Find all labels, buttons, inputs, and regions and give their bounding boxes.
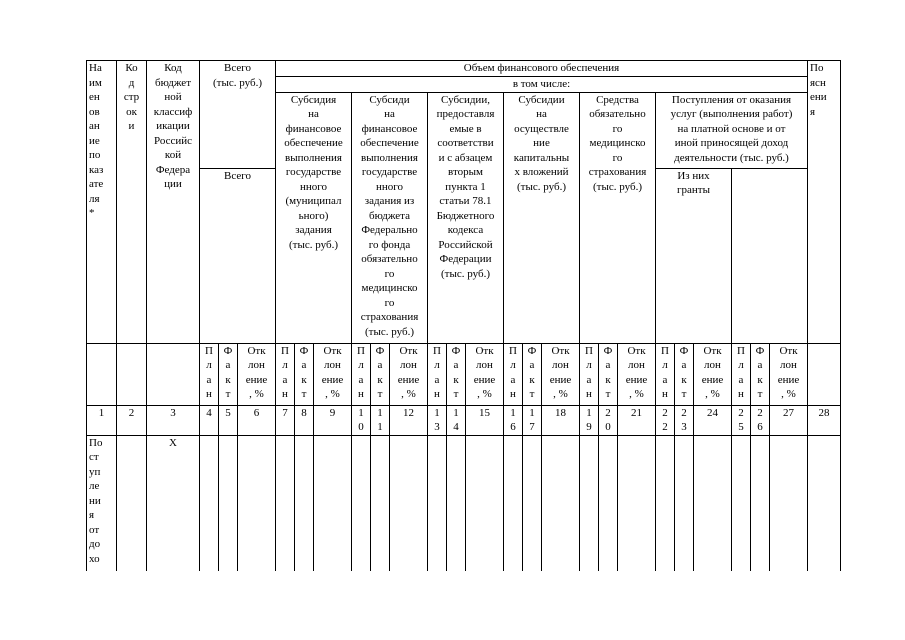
paid-grants-header: Из них гранты (656, 168, 732, 343)
column-number: 1 1 (371, 405, 390, 435)
column-number: 9 (314, 405, 352, 435)
column-number: 3 (147, 405, 200, 435)
row-cell (466, 435, 504, 571)
deviation-header: Отк лон ение , % (770, 343, 808, 405)
column-number: 2 3 (675, 405, 694, 435)
paid-services-header: Поступления от оказания услуг (выполнения работ) на платной основе и от иной приносящей доход деятельности (тыс. руб.) (656, 92, 808, 168)
deviation-header: Отк лон ение , % (390, 343, 428, 405)
row-cell (200, 435, 219, 571)
column-number: 1 6 (504, 405, 523, 435)
fact-header: Ф а к т (447, 343, 466, 405)
column-number: 2 2 (656, 405, 675, 435)
row-cell (542, 435, 580, 571)
financing-volume-header: Объем финансового обеспечения (276, 61, 808, 77)
row-cell (523, 435, 542, 571)
fact-header: Ф а к т (751, 343, 770, 405)
fact-header: Ф а к т (523, 343, 542, 405)
row-cell (732, 435, 751, 571)
row-cell (219, 435, 238, 571)
deviation-header: Отк лон ение , % (466, 343, 504, 405)
column-number: 18 (542, 405, 580, 435)
column-number: 1 7 (523, 405, 542, 435)
column-number: 1 4 (447, 405, 466, 435)
row-cell (580, 435, 599, 571)
paid-total-header: Всего (200, 168, 276, 343)
plan-fact-deviation-row (87, 343, 841, 405)
row-cell (504, 435, 523, 571)
deviation-header: Отк лон ение , % (694, 343, 732, 405)
column-number: 1 (87, 405, 117, 435)
column-number: 24 (694, 405, 732, 435)
row-cell (751, 435, 770, 571)
header-cell (808, 343, 841, 405)
financing-report-table (86, 60, 841, 571)
total-header: Всего (тыс. руб.) (200, 61, 276, 169)
column-number: 4 (200, 405, 219, 435)
row-cell (694, 435, 732, 571)
column-number: 8 (295, 405, 314, 435)
column-number: 1 0 (352, 405, 371, 435)
plan-header: П л а н (428, 343, 447, 405)
row-cell (276, 435, 295, 571)
header-cell (147, 343, 200, 405)
subsidy-capital-header: Субсидии на осуществле ние капитальны х вложений (тыс. руб.) (504, 92, 580, 343)
plan-header: П л а н (352, 343, 371, 405)
subsidy-medical-fund-header: Субсиди на финансовое обеспечение выполнения государстве нного задания из бюджета Федерально го фонда обязательно го медицинско го страхования (тыс. руб.) (352, 92, 428, 343)
row-cell (371, 435, 390, 571)
row-cell (314, 435, 352, 571)
row-cell (117, 435, 147, 571)
fact-header: Ф а к т (295, 343, 314, 405)
plan-header: П л а н (732, 343, 751, 405)
column-number: 2 (117, 405, 147, 435)
column-number: 2 6 (751, 405, 770, 435)
row-cell (675, 435, 694, 571)
row-cell (656, 435, 675, 571)
row-cell (447, 435, 466, 571)
column-number: 27 (770, 405, 808, 435)
row-cell (618, 435, 656, 571)
row-cell (295, 435, 314, 571)
column-number: 6 (238, 405, 276, 435)
subsidy-municipal-task-header: Субсидия на финансовое обеспечение выполнения государстве нного (муниципал ьного) задания (тыс. руб.) (276, 92, 352, 343)
header-cell (117, 343, 147, 405)
plan-header: П л а н (276, 343, 295, 405)
row-label: По ст уп ле ни я от до хо (87, 435, 117, 571)
deviation-header: Отк лон ение , % (618, 343, 656, 405)
row-cell (599, 435, 618, 571)
row-cell (428, 435, 447, 571)
column-number: 1 3 (428, 405, 447, 435)
plan-header: П л а н (656, 343, 675, 405)
plan-header: П л а н (200, 343, 219, 405)
deviation-header: Отк лон ение , % (542, 343, 580, 405)
plan-header: П л а н (580, 343, 599, 405)
including-header: в том числе: (276, 77, 808, 93)
column-number: 12 (390, 405, 428, 435)
column-number: 15 (466, 405, 504, 435)
column-number: 28 (808, 405, 841, 435)
table-row (87, 435, 841, 571)
row-cell (808, 435, 841, 571)
medical-insurance-header: Средства обязательно го медицинско го страхования (тыс. руб.) (580, 92, 656, 343)
fact-header: Ф а к т (219, 343, 238, 405)
fact-header: Ф а к т (371, 343, 390, 405)
row-cell (770, 435, 808, 571)
line-code-header: Ко д стр ок и (117, 61, 147, 344)
column-number: 21 (618, 405, 656, 435)
notes-header: По ясн ени я (808, 61, 841, 344)
column-number: 2 5 (732, 405, 751, 435)
header-cell (87, 343, 117, 405)
row-cell (238, 435, 276, 571)
deviation-header: Отк лон ение , % (238, 343, 276, 405)
fact-header: Ф а к т (599, 343, 618, 405)
deviation-header: Отк лон ение , % (314, 343, 352, 405)
column-number: 5 (219, 405, 238, 435)
budget-classification-header: Код бюджет ной классиф икации Российс кой Федера ции (147, 61, 200, 344)
fact-header: Ф а к т (675, 343, 694, 405)
row-cell (390, 435, 428, 571)
row-budget-code: X (147, 435, 200, 571)
plan-header: П л а н (504, 343, 523, 405)
subsidy-article-78-header: Субсидии, предоставля емые в соответстви и с абзацем вторым пункта 1 статьи 78.1 Бюджетного кодекса Российской Федерации (тыс. руб.) (428, 92, 504, 343)
row-cell (352, 435, 371, 571)
indicator-name-header: На им ен ов ан ие по каз ате ля * (87, 61, 117, 344)
column-number: 2 0 (599, 405, 618, 435)
column-number: 1 9 (580, 405, 599, 435)
column-numbers-row (87, 405, 841, 435)
column-number: 7 (276, 405, 295, 435)
